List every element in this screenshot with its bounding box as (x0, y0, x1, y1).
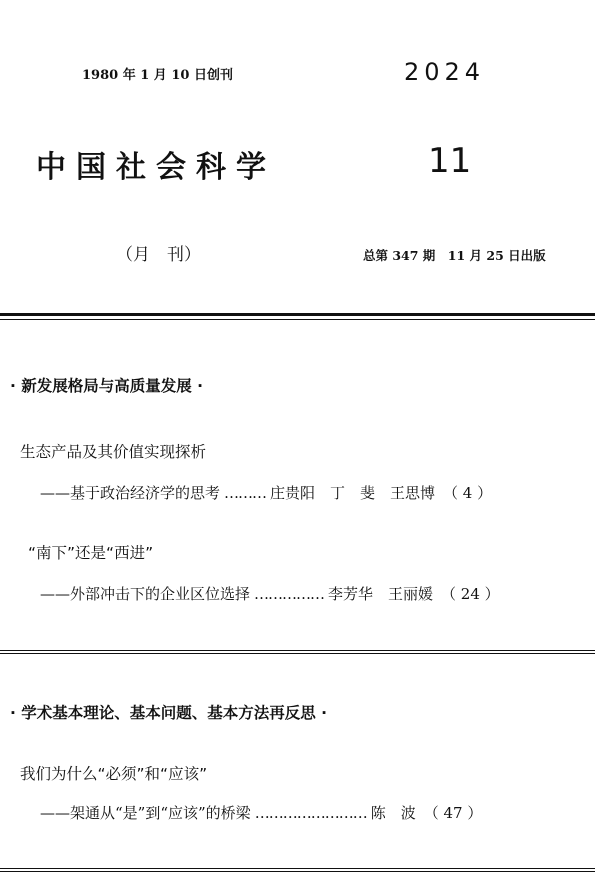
section-divider-top (0, 650, 595, 651)
article-page: （ 24 ） (441, 585, 500, 603)
issue-number: 11 (428, 141, 472, 181)
article-authors: 李芳华 王丽媛 (328, 585, 434, 603)
founding-date: 1980 年 1 月 10 日创刊 (82, 68, 233, 83)
footer-divider-top (0, 868, 595, 869)
issue-year: 2024 (404, 58, 486, 86)
section-divider-bottom (0, 653, 595, 654)
dot-leader: ……… (224, 484, 267, 502)
article-title[interactable]: 我们为什么“必须”和“应该” (20, 765, 208, 783)
dot-leader: …………… (254, 585, 325, 603)
publication-info: 总第 347 期 11 月 25 日出版 (363, 248, 546, 263)
publication-frequency: （月 刊） (116, 245, 201, 265)
article-entry[interactable] (40, 802, 590, 823)
header-rule-thin (0, 319, 595, 320)
article-page: （ 4 ） (443, 484, 493, 502)
article-subtitle: ——架通从“是”到“应该”的桥梁 (40, 804, 251, 822)
article-entry[interactable] (40, 583, 590, 604)
article-subtitle: ——基于政治经济学的思考 (40, 484, 221, 502)
footer-divider-bottom (0, 871, 595, 872)
article-authors: 陈 波 (370, 804, 416, 822)
journal-title: 中国社会科学 (36, 150, 276, 185)
article-title[interactable]: 生态产品及其价值实现探析 (20, 443, 207, 461)
article-authors: 庄贵阳 丁 斐 王思博 (270, 484, 436, 502)
dot-leader: …………………… (254, 804, 367, 822)
section-heading: · 新发展格局与高质量发展 · (10, 377, 204, 395)
article-subtitle: ——外部冲击下的企业区位选择 (40, 585, 251, 603)
article-page: （ 47 ） (423, 804, 483, 822)
article-title[interactable]: “南下”还是“西进” (28, 544, 154, 562)
header-rule-thick (0, 313, 595, 316)
section-heading: · 学术基本理论、基本问题、基本方法再反思 · (10, 704, 328, 722)
article-entry[interactable] (40, 482, 590, 503)
